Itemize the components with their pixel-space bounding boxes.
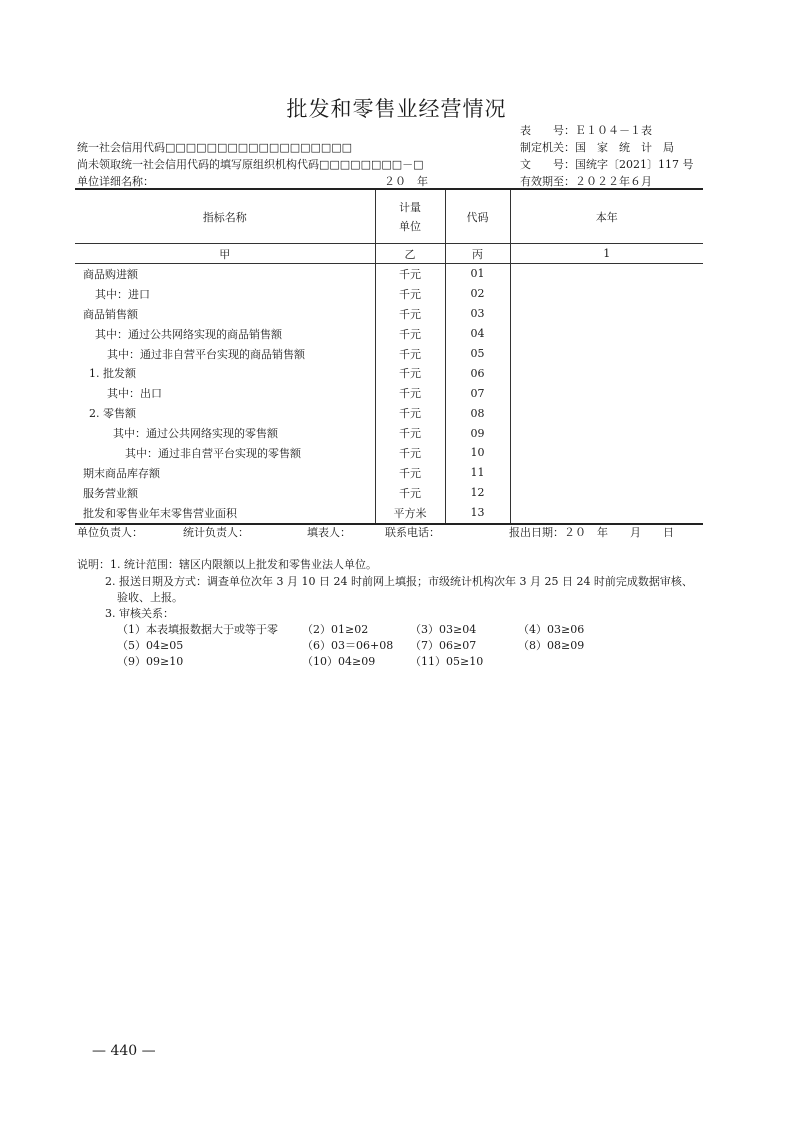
page-number: — 440 — <box>92 1043 156 1059</box>
rule-item: （7）06≥07 <box>410 639 477 652</box>
authority: 制定机关：国 家 统 计 局 <box>520 141 674 154</box>
rule-item: （4）03≥06 <box>518 623 585 636</box>
rule-item: （9）09≥10 <box>117 655 184 668</box>
table-label-row <box>75 244 703 264</box>
row-name: 2. 零售额 <box>75 403 375 423</box>
report-date-label: 报出日期：２０ 年 月 日 <box>509 526 674 539</box>
label-value: 1 <box>510 244 703 264</box>
row-name: 服务营业额 <box>75 483 375 503</box>
table-row <box>75 443 703 463</box>
col-header-unit <box>375 189 445 244</box>
rule-item: （2）01≥02 <box>302 623 369 636</box>
note-2: 2. 报送日期及方式：调查单位次年 3 月 10 日 24 时前网上填报；市级统计机构次年 3 月 25 日 24 时前完成数据审核、 <box>105 575 693 588</box>
table-row <box>75 304 703 324</box>
phone-label: 联系电话： <box>385 526 440 539</box>
label-code: 丙 <box>445 244 510 264</box>
col-header-unit-line1: 计量 <box>399 201 421 214</box>
row-value[interactable] <box>510 503 703 524</box>
row-unit: 千元 <box>375 284 445 304</box>
rule-item: （1）本表填报数据大于或等于零 <box>117 623 278 636</box>
row-name: 其中：通过公共网络实现的零售额 <box>75 423 375 443</box>
row-code: 08 <box>445 403 510 423</box>
table-row <box>75 423 703 443</box>
rule-item: （6）03＝06+08 <box>302 639 394 652</box>
row-value[interactable] <box>510 304 703 324</box>
col-header-unit-line2: 单位 <box>399 220 421 233</box>
credit-code-line: 统一社会信用代码□□□□□□□□□□□□□□□□□□ <box>77 141 353 154</box>
report-year: ２０ 年 <box>384 175 428 188</box>
note-1: 说明：1. 统计范围：辖区内限额以上批发和零售业法人单位。 <box>77 558 377 571</box>
row-name: 商品购进额 <box>75 264 375 284</box>
unit-name-label: 单位详细名称： <box>77 175 154 188</box>
table-header-row <box>75 189 703 244</box>
row-name: 批发和零售业年末零售营业面积 <box>75 503 375 524</box>
row-value[interactable] <box>510 383 703 403</box>
row-name: 其中：出口 <box>75 383 375 403</box>
page-title: 批发和零售业经营情况 <box>286 97 507 121</box>
row-value[interactable] <box>510 363 703 383</box>
stat-head-label: 统计负责人： <box>183 526 249 539</box>
row-code: 09 <box>445 423 510 443</box>
table-row <box>75 264 703 284</box>
row-code: 11 <box>445 463 510 483</box>
rule-item: （5）04≥05 <box>117 639 184 652</box>
form-number: 表 号：Ｅ１０４－１表 <box>520 124 652 137</box>
row-unit: 平方米 <box>375 503 445 524</box>
table-row <box>75 483 703 503</box>
row-code: 10 <box>445 443 510 463</box>
table-row <box>75 503 703 524</box>
row-unit: 千元 <box>375 483 445 503</box>
table-row <box>75 463 703 483</box>
row-code: 12 <box>445 483 510 503</box>
org-code-line: 尚未领取统一社会信用代码的填写原组织机构代码□□□□□□□□－□ <box>77 158 424 171</box>
row-name: 其中：通过公共网络实现的商品销售额 <box>75 324 375 344</box>
note-3: 3. 审核关系： <box>105 607 174 620</box>
row-name: 其中：通过非自营平台实现的商品销售额 <box>75 344 375 364</box>
row-name: 商品销售额 <box>75 304 375 324</box>
rule-item: （8）08≥09 <box>518 639 585 652</box>
row-value[interactable] <box>510 403 703 423</box>
row-unit: 千元 <box>375 403 445 423</box>
table-row <box>75 344 703 364</box>
row-unit: 千元 <box>375 264 445 284</box>
row-unit: 千元 <box>375 363 445 383</box>
filler-label: 填表人： <box>307 526 351 539</box>
row-code: 07 <box>445 383 510 403</box>
row-name: 期末商品库存额 <box>75 463 375 483</box>
label-unit: 乙 <box>375 244 445 264</box>
unit-head-label: 单位负责人： <box>77 526 143 539</box>
label-name: 甲 <box>75 244 375 264</box>
row-unit: 千元 <box>375 304 445 324</box>
rule-item: （10）04≥09 <box>302 655 376 668</box>
rule-item: （11）05≥10 <box>410 655 484 668</box>
table-row <box>75 363 703 383</box>
row-value[interactable] <box>510 463 703 483</box>
row-value[interactable] <box>510 284 703 304</box>
row-code: 02 <box>445 284 510 304</box>
row-value[interactable] <box>510 344 703 364</box>
rule-item: （3）03≥04 <box>410 623 477 636</box>
row-value[interactable] <box>510 483 703 503</box>
col-header-name: 指标名称 <box>75 189 375 244</box>
row-unit: 千元 <box>375 344 445 364</box>
document-number: 文 号：国统字〔2021〕117 号 <box>520 158 694 171</box>
valid-until: 有效期至：２０２２年６月 <box>520 175 652 188</box>
row-name: 其中：通过非自营平台实现的零售额 <box>75 443 375 463</box>
table-row <box>75 284 703 304</box>
data-table <box>75 188 703 525</box>
row-name: 其中：进口 <box>75 284 375 304</box>
row-unit: 千元 <box>375 443 445 463</box>
row-code: 06 <box>445 363 510 383</box>
row-code: 13 <box>445 503 510 524</box>
col-header-code: 代码 <box>445 189 510 244</box>
row-value[interactable] <box>510 264 703 284</box>
table-row <box>75 324 703 344</box>
row-value[interactable] <box>510 443 703 463</box>
row-unit: 千元 <box>375 383 445 403</box>
row-value[interactable] <box>510 423 703 443</box>
row-value[interactable] <box>510 324 703 344</box>
row-unit: 千元 <box>375 324 445 344</box>
row-unit: 千元 <box>375 463 445 483</box>
row-code: 03 <box>445 304 510 324</box>
row-code: 01 <box>445 264 510 284</box>
table-row <box>75 383 703 403</box>
row-name: 1. 批发额 <box>75 363 375 383</box>
row-code: 05 <box>445 344 510 364</box>
note-2-continued: 验收、上报。 <box>117 591 183 604</box>
row-code: 04 <box>445 324 510 344</box>
row-unit: 千元 <box>375 423 445 443</box>
table-row <box>75 403 703 423</box>
col-header-value: 本年 <box>510 189 703 244</box>
